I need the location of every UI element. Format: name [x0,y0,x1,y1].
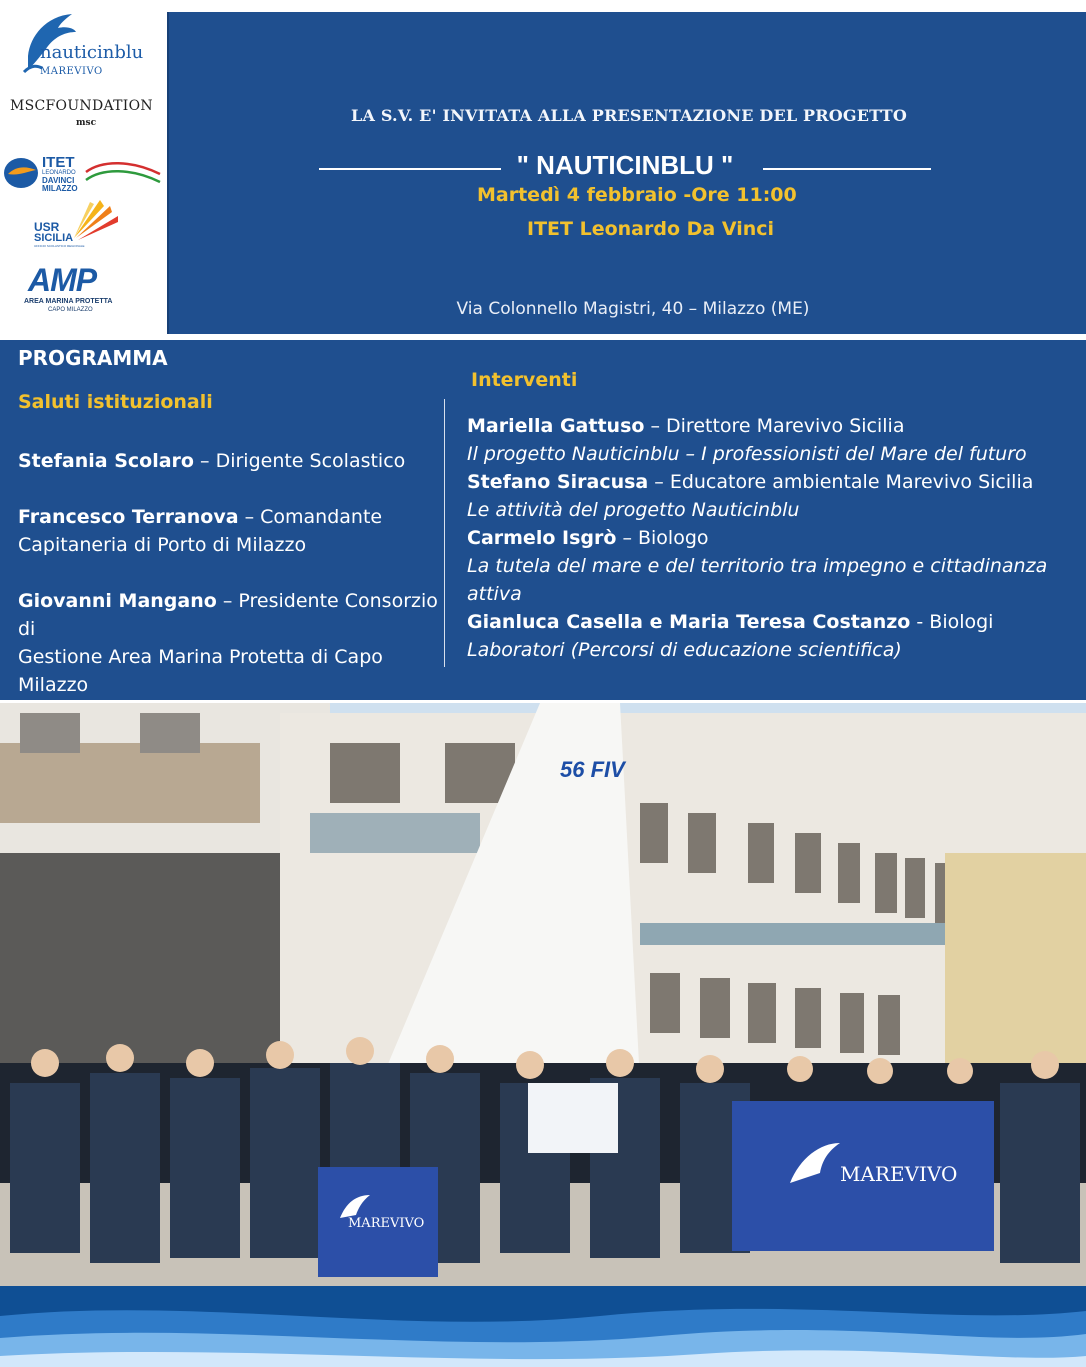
speaker-name: Carmelo Isgrò [467,527,617,549]
sail-text: 56 FIV [560,757,625,782]
speaker-name: Mariella Gattuso [467,415,645,437]
saluti-entry-3 [18,587,442,699]
invitation-line: LA S.V. E' INVITATA ALLA PRESENTAZIONE DEL PROGETTO [351,106,907,125]
speaker-role: – Educatore ambientale Marevivo Sicilia [648,471,1034,493]
group-photo-illustration [0,703,1086,1286]
intervento-3 [467,524,1067,552]
invitation-header [167,12,1086,334]
speaker-name: Francesco Terranova [18,506,239,528]
nauticinblu-logo [16,6,156,84]
usr-wordmark: USR [34,220,60,234]
speaker-role: – Direttore Marevivo Sicilia [644,415,905,437]
program-heading: PROGRAMMA [18,346,168,370]
footer-waves [0,1286,1086,1367]
interventi-heading: Interventi [471,369,578,391]
intervento-1 [467,412,1067,440]
itet-emblem-icon [2,152,162,194]
speaker-name: Stefano Siracusa [467,471,649,493]
speaker-role-cont: Gestione Area Marina Protetta di Capo [18,646,383,668]
banner-right-text: MAREVIVO [840,1162,958,1186]
usr-line2: UFFICIO SCOLASTICO REGIONALE [34,244,85,248]
speaker-name: Gianluca Casella e Maria Teresa Costanzo [467,611,911,633]
amp-logo [22,262,122,316]
saluti-entry-1 [18,447,438,475]
speaker-role: – Comandante [238,506,383,528]
column-divider [444,399,445,667]
event-date: Martedì 4 febbraio -Ore 11:00 [477,184,797,206]
msc-foundation-wordmark: MSCFOUNDATION [10,98,153,114]
amp-line2: CAPO MILAZZO [48,307,93,313]
talk-title-cont: attiva [467,583,522,605]
itet-line1: LEONARDO [42,170,76,176]
project-title: " NAUTICINBLU " [516,150,734,180]
intervento-2 [467,468,1067,496]
wave-decoration [0,1286,1086,1367]
talk-title: Il progetto Nauticinblu – I professionisti del Mare del futuro [467,443,1027,465]
interventi-list [467,412,1067,664]
amp-line1: AREA MARINA PROTETTA [24,298,113,305]
event-address: Via Colonnello Magistri, 40 – Milazzo (ME) [456,299,810,319]
talk-title: Laboratori (Percorsi di educazione scientifica) [467,639,902,661]
usr-line1: SICILIA [34,232,74,244]
saluti-heading: Saluti istituzionali [18,391,213,413]
title-rule-right [763,168,931,170]
speaker-role-cont: Milazzo [18,674,89,696]
title-row [319,150,931,180]
speaker-role: – Biologo [616,527,709,549]
speaker-role: - Biologi [910,611,994,633]
nauticinblu-sub: MAREVIVO [40,66,103,77]
event-venue: ITET Leonardo Da Vinci [527,218,775,240]
program-section [0,340,1086,700]
itet-logo [2,152,162,194]
itet-wordmark: ITET [42,154,75,171]
itet-line3: MILAZZO [42,184,78,193]
talk-title: La tutela del mare e del territorio tra impegno e cittadinanza [467,555,1048,577]
msc-mark: msc [76,118,97,128]
banner-left-text: MAREVIVO [348,1216,425,1231]
itet-line2: DAVINCI [42,176,75,185]
title-rule-left [319,168,501,170]
logo-column [0,0,166,338]
speaker-role-cont: Capitaneria di Porto di Milazzo [18,534,307,556]
intervento-4 [467,608,1067,636]
speaker-name: Stefania Scolaro [18,450,194,472]
msc-foundation-logo [10,98,160,138]
speaker-name: Giovanni Mangano [18,590,217,612]
nauticinblu-wordmark: nauticinblu [40,42,144,63]
amp-wordmark: AMP [28,262,97,298]
saluti-entry-2 [18,503,438,559]
group-photo [0,703,1086,1286]
speaker-role: – Presidente Consorzio di [18,590,438,640]
speaker-role: – Dirigente Scolastico [193,450,406,472]
talk-title: Le attività del progetto Nauticinblu [467,499,800,521]
usr-sicilia-logo [30,198,122,250]
